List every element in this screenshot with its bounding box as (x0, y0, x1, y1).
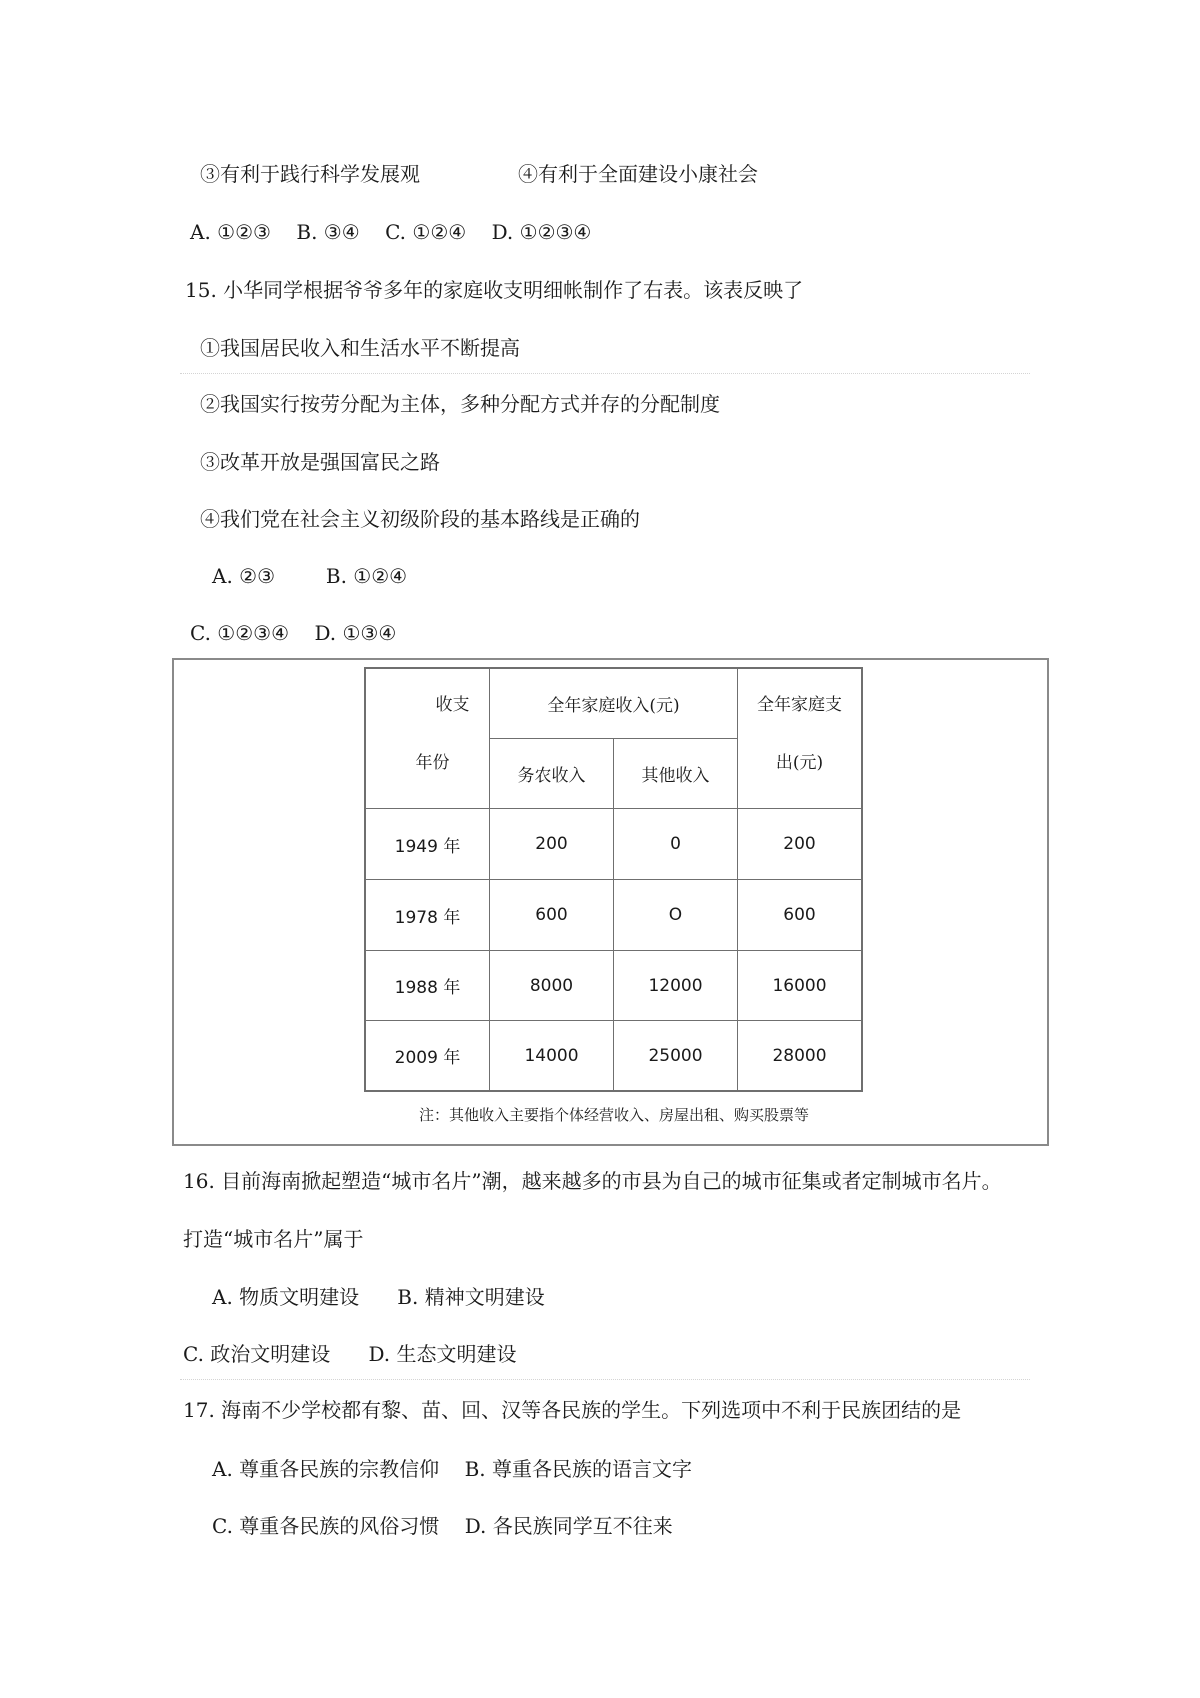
table-cell-year: 1978 年 (394, 907, 461, 928)
q15-statement-1: ①我国居民收入和生活水平不断提高 (200, 336, 520, 360)
q14-option-3: ③有利于践行科学发展观 (200, 162, 420, 186)
table-cell-expense: 600 (783, 905, 816, 925)
table-cell-farm: 200 (535, 834, 568, 854)
q17-choices-cd: C. 尊重各民族的风俗习惯 D. 各民族同学互不往来 (212, 1514, 673, 1538)
table-cell-expense: 28000 (772, 1045, 827, 1066)
table-cell-other: O (668, 905, 683, 925)
q14-choices: A. ①②③ B. ③④ C. ①②④ D. ①②③④ (190, 220, 592, 244)
table-note: 注：其他收入主要指个体经营收入、房屋出租、购买股票等 (418, 1106, 809, 1124)
table-corner-top: 收支 (435, 694, 470, 715)
table-cell-farm: 8000 (529, 975, 574, 996)
table-cell-farm: 14000 (524, 1045, 579, 1066)
q17-choices-ab: A. 尊重各民族的宗教信仰 B. 尊重各民族的语言文字 (212, 1457, 692, 1481)
q15-statement-3: ③改革开放是强国富民之路 (200, 450, 440, 474)
table-cell-expense: 16000 (772, 975, 827, 996)
q15-statement-4: ④我们党在社会主义初级阶段的基本路线是正确的 (200, 507, 640, 531)
table-cell-other: 25000 (648, 1045, 703, 1066)
income-header: 全年家庭收入(元) (547, 695, 680, 716)
q15-choices-ab: A. ②③ B. ①②④ (212, 564, 408, 588)
table-corner-bottom: 年份 (415, 752, 450, 773)
expense-header-line2: 出(元) (775, 752, 824, 773)
col-header-other: 其他收入 (641, 766, 710, 786)
q15-statement-2: ②我国实行按劳分配为主体，多种分配方式并存的分配制度 (200, 392, 720, 416)
q17-stem: 17. 海南不少学校都有黎、苗、回、汉等各民族的学生。下列选项中不利于民族团结的是 (183, 1398, 962, 1422)
q15-choices-cd: C. ①②③④ D. ①③④ (190, 621, 397, 645)
q16-stem-line2: 打造“城市名片”属于 (183, 1227, 364, 1251)
table-border-right (861, 667, 863, 1092)
table-cell-year: 1949 年 (394, 836, 461, 857)
table-cell-other: 12000 (648, 975, 703, 996)
q15-stem: 15. 小华同学根据爷爷多年的家庭收支明细帐制作了右表。该表反映了 (185, 278, 804, 302)
q16-stem-line1: 16. 目前海南掀起塑造“城市名片”潮，越来越多的市县为自己的城市征集或者定制城市名片。 (183, 1169, 1002, 1193)
table-cell-expense: 200 (783, 834, 816, 854)
page-divider (180, 1379, 1030, 1380)
table-cell-farm: 600 (535, 905, 568, 925)
table-cell-year: 1988 年 (394, 978, 461, 998)
q16-choices-cd: C. 政治文明建设 D. 生态文明建设 (183, 1342, 517, 1366)
q14-option-4: ④有利于全面建设小康社会 (518, 162, 758, 186)
page-divider (180, 373, 1030, 374)
expense-header-line1: 全年家庭支 (757, 694, 842, 715)
q16-choices-ab: A. 物质文明建设 B. 精神文明建设 (212, 1285, 545, 1309)
table-cell-year: 2009 年 (394, 1048, 461, 1068)
col-header-farm: 务农收入 (517, 766, 586, 786)
table-cell-other: 0 (670, 834, 681, 854)
